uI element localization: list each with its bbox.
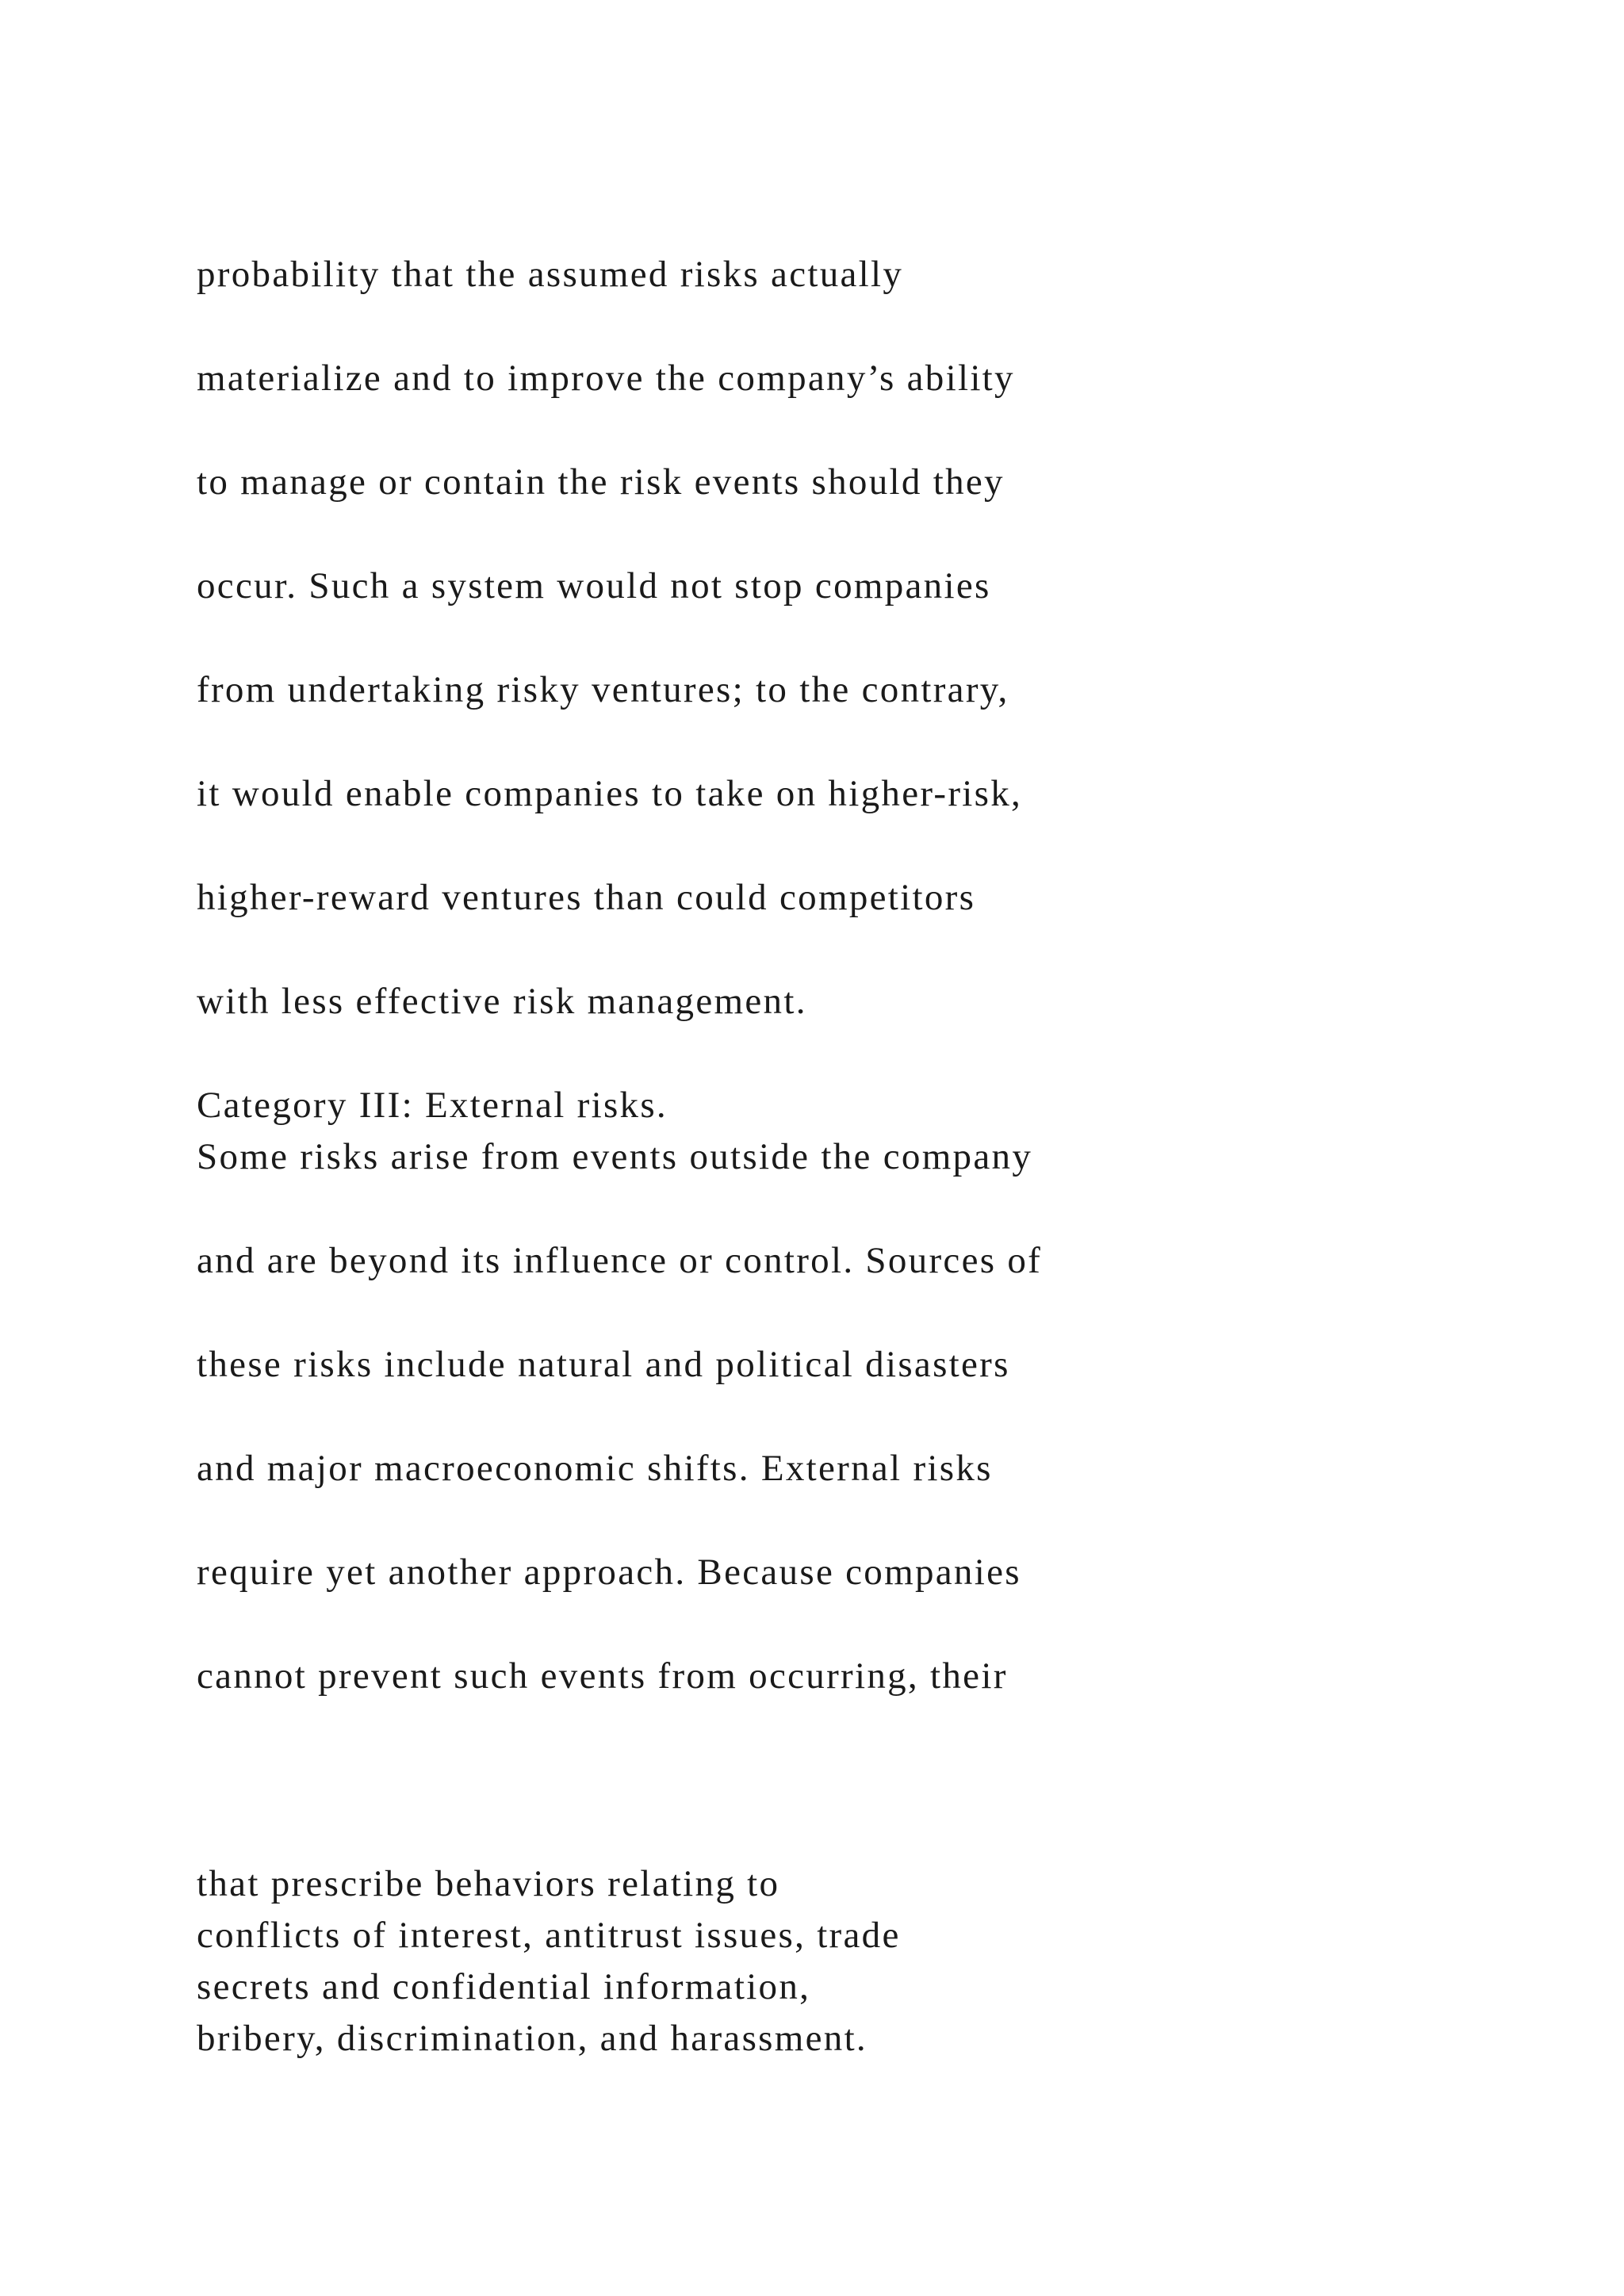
text-line: and major macroeconomic shifts. External risks xyxy=(197,1448,993,1489)
text-line: require yet another approach. Because companies xyxy=(197,1552,1021,1593)
text-line: these risks include natural and political disasters xyxy=(197,1344,1010,1385)
text-line: secrets and confidential information, xyxy=(197,1966,811,2007)
section-heading: Category III: External risks. xyxy=(197,1085,668,1126)
text-line: materialize and to improve the company’s ability xyxy=(197,358,1015,399)
text-line: with less effective risk management. xyxy=(197,981,807,1022)
text-line: conflicts of interest, antitrust issues, trade xyxy=(197,1915,901,1956)
text-line: that prescribe behaviors relating to xyxy=(197,1863,780,1904)
text-line: cannot prevent such events from occurring, their xyxy=(197,1655,1008,1697)
text-line: Some risks arise from events outside the company xyxy=(197,1136,1033,1177)
text-line: and are beyond its influence or control. Sources of xyxy=(197,1240,1043,1281)
text-line: bribery, discrimination, and harassment. xyxy=(197,2018,868,2059)
text-line: probability that the assumed risks actually xyxy=(197,254,904,295)
text-line: higher-reward ventures than could competitors xyxy=(197,877,976,918)
text-line: it would enable companies to take on higher-risk, xyxy=(197,773,1023,814)
text-line: from undertaking risky ventures; to the contrary, xyxy=(197,669,1009,710)
text-line: occur. Such a system would not stop companies xyxy=(197,565,991,607)
text-line: to manage or contain the risk events should they xyxy=(197,461,1005,503)
